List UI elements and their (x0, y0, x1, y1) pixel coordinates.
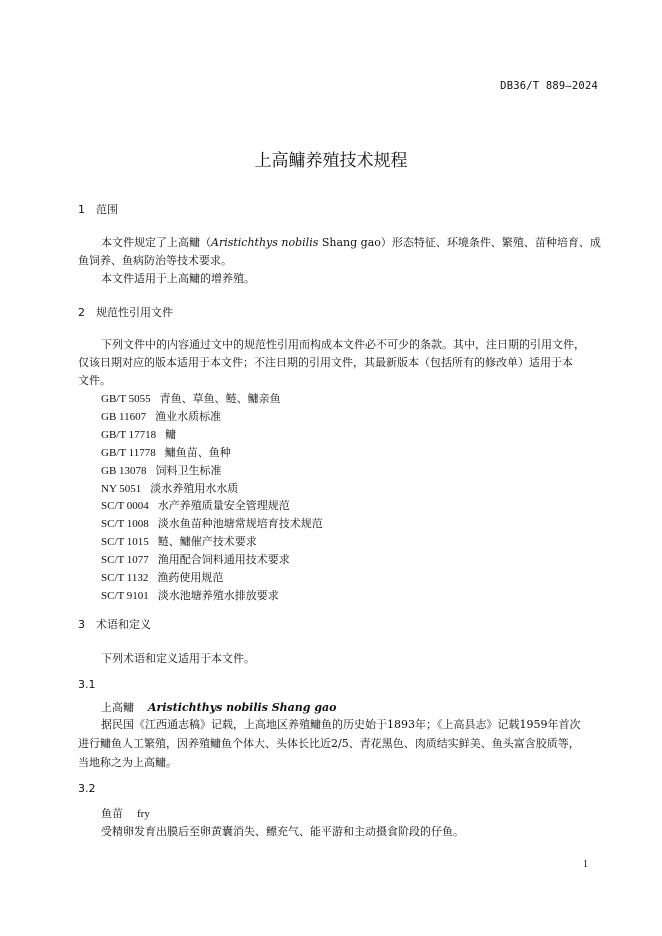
page-number: 1 (583, 859, 588, 870)
references-intro-line2: 仅该日期对应的版本适用于本文件；不注日期的引用文件，其最新版本（包括所有的修改单）适用于本 (78, 356, 573, 369)
section-title: 范围 (96, 203, 118, 216)
section-3-heading (78, 616, 151, 632)
reference-code: SC/T 9101 (101, 589, 149, 602)
term-3-2-number: 3.2 (78, 782, 96, 795)
reference-item (101, 480, 238, 496)
reference-item (101, 462, 222, 478)
reference-code: SC/T 1132 (101, 572, 149, 584)
section-title: 术语和定义 (96, 618, 151, 631)
reference-code: GB/T 5055 (101, 393, 151, 405)
reference-item (101, 444, 231, 460)
reference-title: 水产养殖质量安全管理规范 (157, 499, 290, 513)
scope-paragraph-line1 (101, 234, 601, 252)
reference-code: SC/T 1015 (101, 536, 149, 549)
section-1-heading (78, 201, 118, 217)
term-english: fry (137, 808, 150, 820)
standard-code: DB36/T 889—2024 (500, 80, 598, 92)
term-3-1-def-line1: 据民国《江西通志稿》记载，上高地区养殖鳙鱼的历史始于1893年；《上高县志》记载1959年首次 (101, 718, 581, 731)
section-number: 2 (78, 306, 85, 319)
reference-code: SC/T 0004 (101, 500, 149, 513)
term-chinese: 鱼苗 (101, 807, 123, 820)
reference-item (101, 390, 281, 406)
latin-name: Aristichthys nobilis (211, 236, 319, 249)
reference-title: 鲢、鳙催产技术要求 (157, 535, 257, 549)
text-segment: 本文件规定了上高鳙（ (101, 236, 211, 249)
section-number: 3 (78, 618, 85, 631)
reference-title: 渔药使用规范 (157, 571, 224, 584)
terms-intro: 下列术语和定义适用于本文件。 (101, 652, 255, 665)
reference-item (101, 426, 176, 442)
reference-code: SC/T 1008 (101, 518, 149, 531)
document-title: 上高鳙养殖技术规程 (254, 151, 408, 171)
reference-item (101, 497, 290, 513)
reference-title: 饲料卫生标准 (155, 463, 222, 477)
section-number: 1 (78, 203, 85, 216)
section-2-heading (78, 304, 173, 320)
term-chinese: 上高鳙 (101, 701, 134, 714)
scope-paragraph-line2: 鱼饲养、鱼病防治等技术要求。 (78, 254, 232, 267)
reference-title: 青鱼、草鱼、鲢、鳙亲鱼 (159, 392, 281, 405)
reference-item (101, 533, 257, 549)
reference-code: GB/T 11778 (101, 446, 156, 459)
reference-item (101, 408, 221, 424)
reference-title: 淡水养殖用水水质 (150, 481, 239, 495)
reference-title: 鳙 (165, 427, 177, 441)
term-3-2-heading (101, 805, 150, 821)
term-english: Aristichthys nobilis Shang gao (148, 701, 337, 714)
reference-code: GB/T 17718 (101, 428, 157, 441)
reference-title: 淡水池塘养殖水排放要求 (157, 588, 279, 602)
section-title: 规范性引用文件 (96, 306, 173, 319)
references-intro-line3: 文件。 (78, 374, 111, 387)
term-3-2-definition: 受精卵发育出膜后至卵黄囊消失、鳔充气、能平游和主动摄食阶段的仔鱼。 (101, 825, 464, 838)
text-segment: Shang gao）形态特征、环境条件、繁殖、苗种培育、成 (318, 236, 601, 249)
reference-code: GB 11607 (101, 410, 147, 423)
scope-paragraph-2: 本文件适用于上高鳙的增养殖。 (101, 272, 255, 285)
reference-code: NY 5051 (101, 482, 142, 495)
term-3-1-number: 3.1 (78, 678, 96, 691)
reference-code: GB 13078 (101, 464, 147, 477)
reference-item (101, 569, 223, 585)
reference-item (101, 551, 290, 567)
reference-title: 渔用配合饲料通用技术要求 (157, 553, 290, 567)
term-3-1-def-line3: 当地称之为上高鳙。 (78, 756, 177, 769)
term-3-1-def-line2: 进行鳙鱼人工繁殖，因养殖鳙鱼个体大、头体长比近2/5、青花黑色、肉质结实鲜美、鱼头富含胶质等， (78, 737, 580, 750)
references-intro-line1: 下列文件中的内容通过文中的规范性引用而构成本文件必不可少的条款。其中，注日期的引用文件， (101, 338, 585, 351)
reference-title: 鳙鱼苗、鱼种 (164, 445, 231, 459)
reference-code: SC/T 1077 (101, 554, 149, 567)
reference-title: 淡水鱼苗种池塘常规培育技术规范 (157, 517, 323, 531)
reference-item (101, 587, 279, 603)
reference-title: 渔业水质标准 (155, 409, 222, 423)
term-3-1-heading (101, 699, 336, 715)
reference-item (101, 515, 323, 531)
